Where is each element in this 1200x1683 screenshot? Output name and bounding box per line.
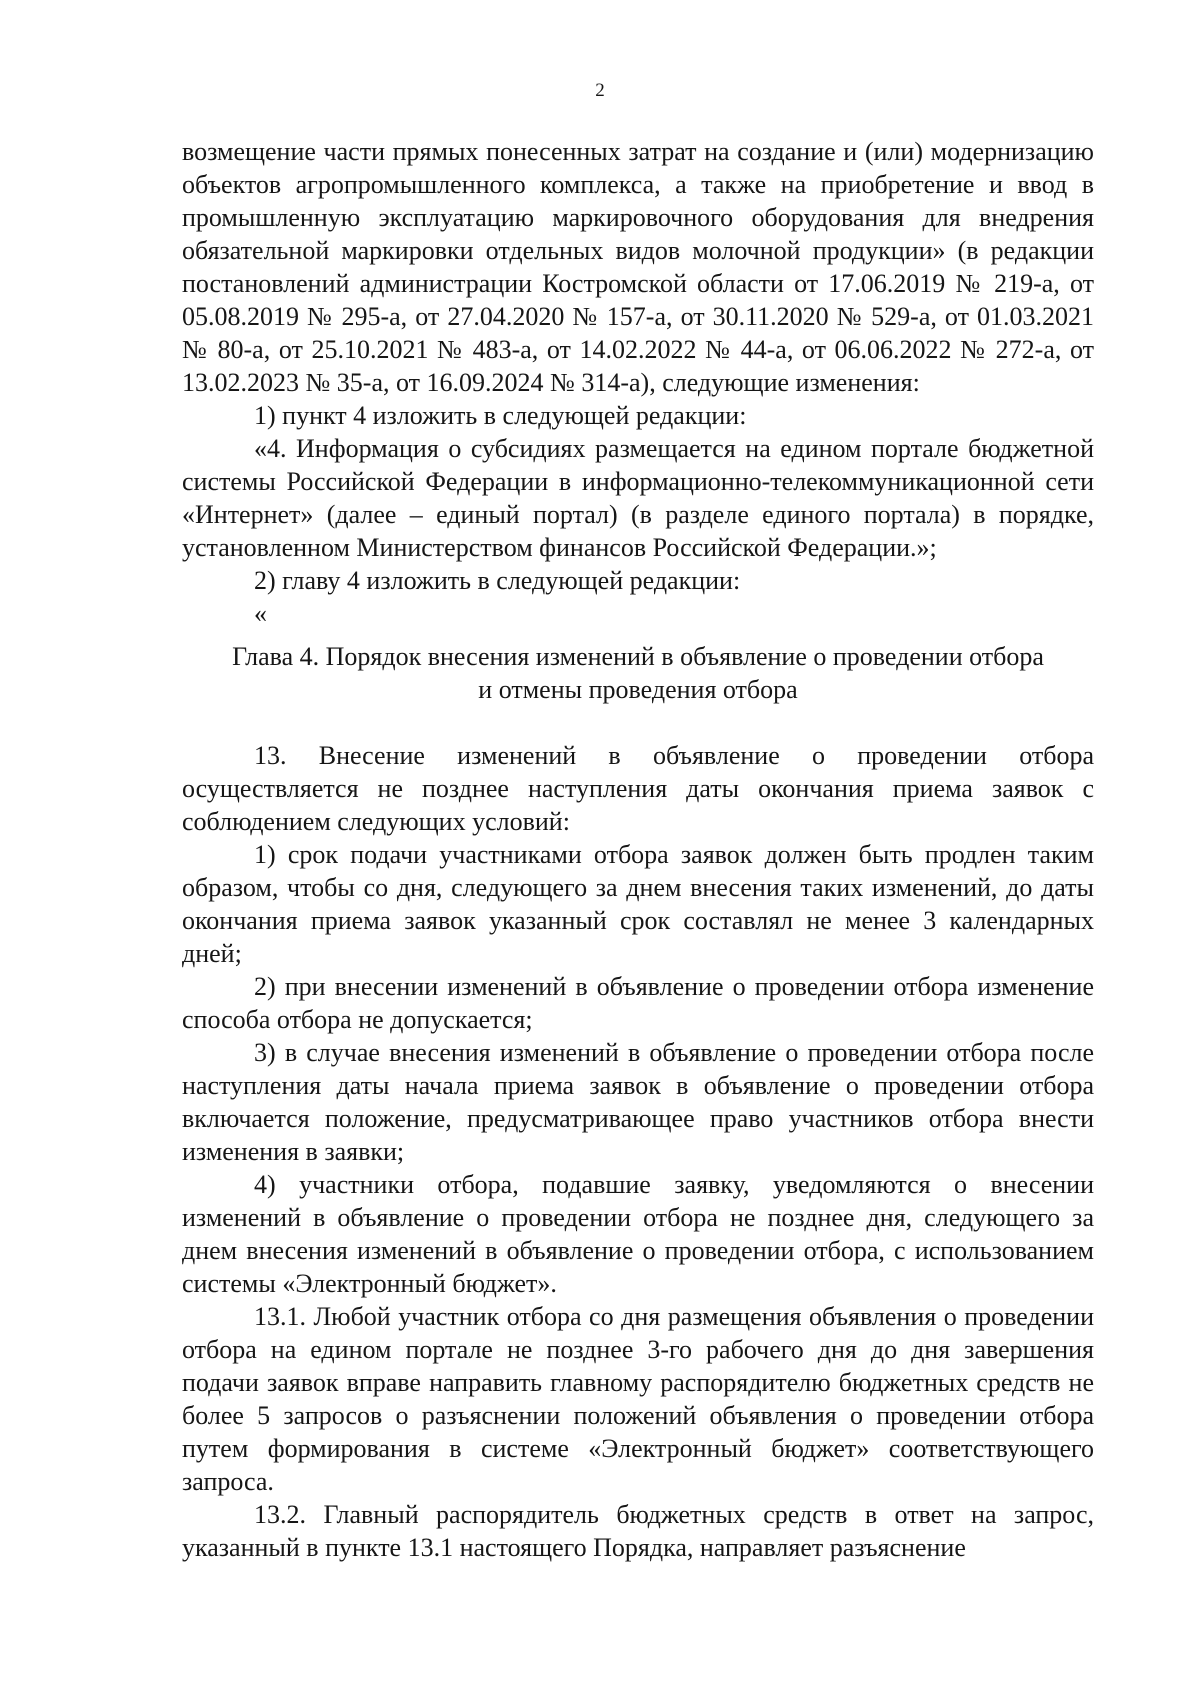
clause-13-condition-4: 4) участники отбора, подавшие заявку, уведомляются о внесении изменений в объявление о проведении отбора не позднее дня, следующего за днем внесения изменений в объявление о проведении отбора, с использованием системы «Электронный бюджет». (182, 1170, 1094, 1298)
clause-13-condition-2: 2) при внесении изменений в объявление о проведении отбора изменение способа отбора не допускается; (182, 972, 1094, 1034)
amendment-item-2-intro: 2) главу 4 изложить в следующей редакции: (254, 566, 741, 595)
section-spacer (182, 706, 1094, 739)
chapter-heading-line-2: и отмены проведения отбора (478, 675, 798, 704)
document-body (182, 135, 1094, 1564)
amendment-item-1-text: «4. Информация о субсидиях размещается на едином портале бюджетной системы Российской Федерации в информационно-телекоммуникационной сети «Интернет» (далее – единый портал) (в разделе единого портала) в порядке, установленном Министерством финансов Российской Федерации.»; (182, 434, 1094, 562)
clause-13-1: 13.1. Любой участник отбора со дня размещения объявления о проведении отбора на едином портале не позднее 3-го рабочего дня до дня завершения подачи заявок вправе направить главному распорядителю бюджетных средств не более 5 запросов о разъяснении положений объявления о проведении отбора путем формирования в системе «Электронный бюджет» соответствующего запроса. (182, 1302, 1094, 1496)
page-number: 2 (595, 80, 605, 101)
opening-quote-mark: « (254, 599, 267, 628)
clause-13-condition-1: 1) срок подачи участниками отбора заявок должен быть продлен таким образом, чтобы со дня, следующего за днем внесения таких изменений, до даты окончания приема заявок указанный срок составлял не менее 3 календарных дней; (182, 840, 1094, 968)
clause-13-2: 13.2. Главный распорядитель бюджетных средств в ответ на запрос, указанный в пункте 13.1 настоящего Порядка, направляет разъяснение (182, 1500, 1094, 1562)
intro-paragraph: возмещение части прямых понесенных затрат на создание и (или) модернизацию объектов агропромышленного комплекса, а также на приобретение и ввод в промышленную эксплуатацию маркировочного оборудования для внедрения обязательной маркировки отдельных видов молочной продукции» (в редакции постановлений администрации Костромской области от 17.06.2019 № 219-а, от 05.08.2019 № 295-а, от 27.04.2020 № 157-а, от 30.11.2020 № 529-а, от 01.03.2021 № 80-а, от 25.10.2021 № 483-а, от 14.02.2022 № 44-а, от 06.06.2022 № 272-а, от 13.02.2023 № 35-а, от 16.09.2024 № 314-а), следующие изменения: (182, 137, 1094, 397)
chapter-heading-line-1: Глава 4. Порядок внесения изменений в объявление о проведении отбора (232, 642, 1044, 671)
clause-13-condition-3: 3) в случае внесения изменений в объявление о проведении отбора после наступления даты начала приема заявок в объявление о проведении отбора включается положение, предусматривающее право участников отбора внести изменения в заявки; (182, 1038, 1094, 1166)
clause-13: 13. Внесение изменений в объявление о проведении отбора осуществляется не позднее наступления даты окончания приема заявок с соблюдением следующих условий: (182, 741, 1094, 836)
amendment-item-1-intro: 1) пункт 4 изложить в следующей редакции: (254, 401, 747, 430)
